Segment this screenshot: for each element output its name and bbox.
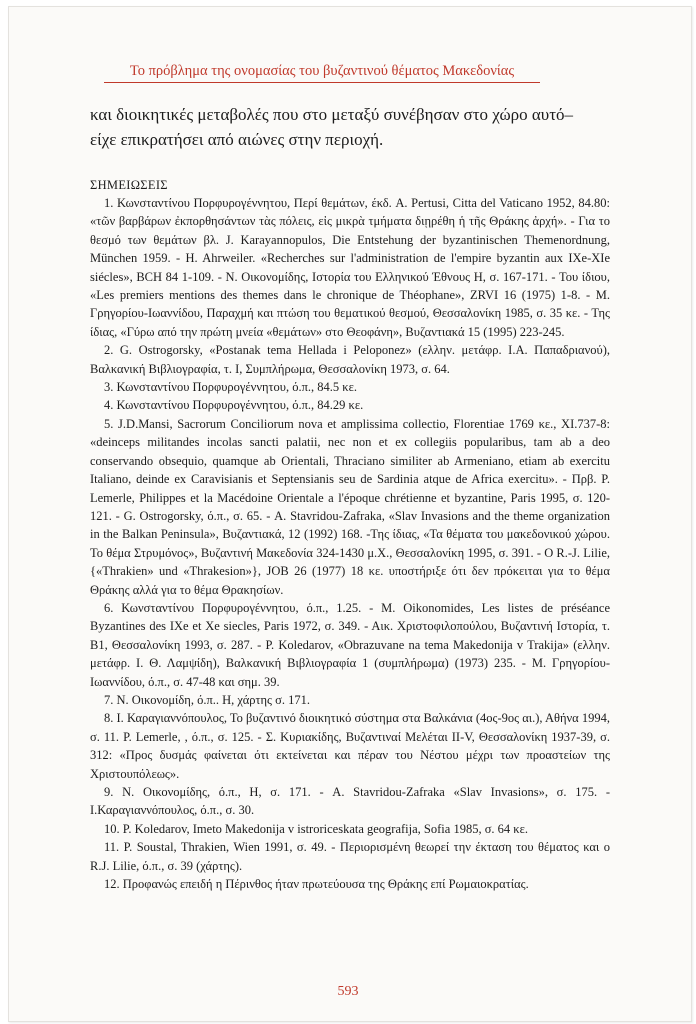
note-11: 11. P. Soustal, Thrakien, Wien 1991, σ. 49. - Περιορισμένη θεωρεί την έκταση του θέματος και ο R.J. Lilie, ό.π., σ. 39 (χάρτης). — [90, 840, 610, 873]
note-5: 5. J.D.Mansi, Sacrorum Conciliorum nova et amplissima collectio, Florentiae 1769 κε., XI.737-8: «deinceps militandes incolas sancti palatii, nec non et ex collegiis popularibus, tam ab a deo conservando obsequio, quamque ab Orientali, Thraciano similiter ab Armeniano, etiam ab exercitu Italiano, deinde ex Caravisianis et Septensianis seu de Sardinia atque de Africa exercitu». - Πρβ. P. Lemerle, Philippes et la Macédoine Orientale a l'époque chrétienne et byzantine, Paris 1995, σ. 120-121. - G. Ostrogorsky, ό.π., σ. 65. - A. Stavridou-Zafraka, «Slav Invasions and the theme organization in the Balkan Peninsula», Βυζαντιακά, 12 (1992) 168. -Της ίδιας, «Τα θέματα του μακεδονικού χώρου. Το θέμα Στρυμόνος», Βυζαντινή Μακεδονία 324-1430 μ.Χ., Θεσσαλονίκη 1995, σ. 391. - O R.-J. Lilie, {«Thrakien» und «Thrakesion»}, JOB 26 (1977) 18 κε. υποστήριξε ότι δεν πρόκειται για το θέμα Θράκης αλλά για το θέμα Θρακησίων. — [90, 416, 610, 597]
body-line: και διοικητικές μεταβολές που στο μεταξύ συνέβησαν στο χώρο αυτό– — [90, 105, 574, 124]
notes-list — [90, 194, 610, 893]
note-4: 4. Κωνσταντίνου Πορφυρογέννητου, ό.π., 84.29 κε. — [104, 398, 364, 413]
body-line: είχε επικρατήσει από αιώνες στην περιοχή. — [90, 130, 384, 149]
note-1: 1. Κωνσταντίνου Πορφυρογέννητου, Περί θεμάτων, έκδ. A. Pertusi, Citta del Vaticano 1952, 84.80: «τῶν βαρβάρων ἐκπορθησάντων τὰς πόλεις, εἰς μικρὰ τμήματα διῃρέθη ἡ τῆς Θράκης ἀρχή». - Για το θεσμό των θεμάτων βλ. J. Karayannopulos, Die Entstehung der byzantinischen Themenordnung, München 1959. - H. Ahrweiler. «Recherches sur l'administration de l'empire byzantin aux IXe-XIe siécles», BCH 84 1-109. - Ν. Οικονομίδης, Ιστορία του Ελληνικού Έθνους Η, σ. 167-171. - Του ίδιου, «Les premiers mentions des themes dans le chronique de Théophane», ZRVI 16 (1975) 1-8. - Μ. Γρηγορίου-Ιωαννίδου, Παραχμή και πτώση του θεματικού θεσμού, Θεσσαλονίκη 1985, σ. 35 κε. - Της ίδιας, «Γύρω από την πρώτη μνεία «θεμάτων» στο Θεοφάνη», Βυζαντιακά 15 (1995) 223-245. — [90, 196, 610, 339]
note-2: 2. G. Ostrogorsky, «Postanak tema Hellada i Peloponez» (ελλην. μετάφρ. Ι.Α. Παπαδριανού), Βαλκανική Βιβλιογραφία, τ. Ι, Συμπλήρωμα, Θεσσαλονίκη 1973, σ. 64. — [90, 343, 610, 376]
note-9: 9. Ν. Οικονομίδης, ό.π., Η, σ. 171. - A. Stavridou-Zafraka «Slav Invasions», σ. 175. - Ι.Καραγιαννόπουλος, ό.π., σ. 30. — [90, 785, 610, 818]
note-10: 10. P. Koledarov, Imeto Makedonija v istroriceskata geografija, Sofia 1985, σ. 64 κε. — [104, 821, 528, 836]
running-head-rule — [104, 82, 540, 83]
note-7: 7. Ν. Οικονομίδη, ό.π.. Η, χάρτης σ. 171. — [104, 692, 310, 707]
page-number: 593 — [337, 984, 359, 999]
note-3: 3. Κωνσταντίνου Πορφυρογέννητου, ό.π., 84.5 κε. — [104, 380, 357, 395]
note-8: 8. Ι. Καραγιαννόπουλος, Το βυζαντινό διοικητικό σύστημα στα Βαλκάνια (4ος-9ος αι.), Αθήνα 1994, σ. 11. P. Lemerle, , ό.π., σ. 125. - Σ. Κυριακίδης, Βυζαντιναί Μελέται II-V, Θεσσαλονίκη 1937-39, σ. 312: «Προς δυσμάς φαίνεται ότι εκτείνεται και πέραν του Νέστου μέχρι των προαστείων της Χριστουπόλεως». — [90, 711, 610, 781]
body-text — [90, 102, 610, 152]
note-6: 6. Κωνσταντίνου Πορφυρογέννητου, ό.π., 1.25. - M. Oikonomides, Les listes de préséance Byzantines des IXe et Xe siecles, Paris 1972, σ. 349. - Αικ. Χριστοφιλοπούλου, Βυζαντινή Ιστορία, τ. Β1, Θεσσαλονίκη 1993, σ. 287. - P. Koledarov, «Obrazuvane na tema Makedonija v Trakija» (ελλην. μετάφρ. Ι. Θ. Λαμψίδη), Βαλκανική Βιβλιογραφία 1 (συμπλήρωμα) (1973) 235. - Μ. Γρηγορίου-Ιωαννίδου, ό.π., σ. 47-48 και σημ. 39. — [90, 600, 610, 689]
note-12: 12. Προφανώς επειδή η Πέρινθος ήταν πρωτεύουσα της Θράκης επί Ρωμαιοκρατίας. — [104, 877, 529, 892]
notes-heading: ΣΗΜΕΙΩΣΕΙΣ — [90, 178, 168, 192]
running-head: Το πρόβλημα της ονομασίας του βυζαντινού θέματος Μακεδονίας — [129, 63, 515, 79]
